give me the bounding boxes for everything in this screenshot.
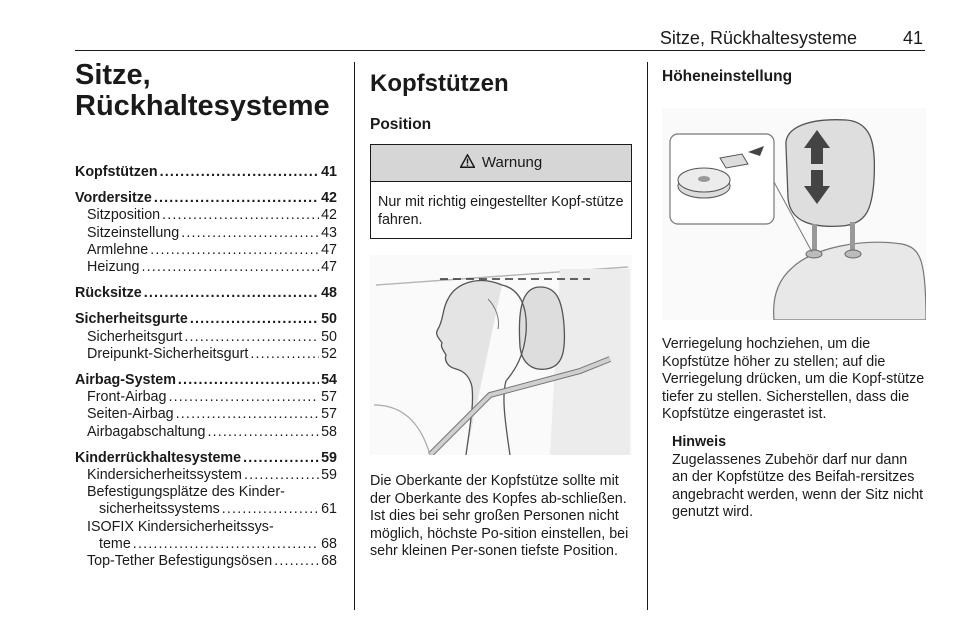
- note-block: [662, 434, 926, 522]
- running-title: Sitze, Rückhaltesysteme: [659, 28, 857, 48]
- toc-entry-sitzposition[interactable]: Sitzposition . . . 42: [75, 207, 337, 224]
- height-adjust-body-text: Verriegelung hochziehen, um die Kopfstütze höher zu stellen; auf die Verriegelung drücken, um die Kopf-stütze tiefer zu stellen. Sicherstellen, dass die Kopfstütze eingerastet ist.: [662, 336, 925, 423]
- toc-entry-top-tether[interactable]: Top-Tether Befestigungsösen . . . 68: [75, 553, 337, 570]
- warning-box: [370, 144, 632, 239]
- subsection-title-height: Höheneinstellung: [662, 68, 793, 85]
- position-body-text: Die Oberkante der Kopfstütze sollte mit der Oberkante des Kopfes ab-schließen. Ist dies bei sehr großen Personen nicht möglich, höchste Po-sition einstellen, bei sehr kleinen Per-sonen tiefste Position.: [370, 473, 629, 560]
- chapter-toc-column: [75, 60, 337, 570]
- toc-entry-sicherheitsgurt[interactable]: Sicherheitsgurt . . . 50: [75, 329, 337, 346]
- toc-entry-kinderrueckhaltesysteme[interactable]: Kinderrückhaltesysteme . . . 59: [75, 450, 337, 467]
- note-text: Zugelassenes Zubehör darf nur dann an der Kopfstütze des Beifah-rersitzes angebracht werden, wenn der Sitz nicht genutzt wird.: [672, 451, 924, 521]
- page-number: 41: [902, 28, 923, 48]
- toc-entry-dreipunkt-sicherheitsgurt[interactable]: Dreipunkt-Sicherheitsgurt . . . 52: [75, 346, 337, 363]
- column-divider-1: [354, 62, 355, 610]
- note-title: Hinweis: [672, 433, 727, 450]
- section-title: Kopfstützen: [370, 70, 509, 97]
- chapter-title: Sitze, Rückhaltesysteme: [75, 59, 330, 122]
- toc-entry-heizung[interactable]: Heizung . . . 47: [75, 259, 337, 276]
- toc-entry-vordersitze[interactable]: Vordersitze . . . 42: [75, 190, 337, 207]
- warning-triangle-icon: [460, 154, 479, 171]
- toc-entry-armlehne[interactable]: Armlehne . . . 47: [75, 242, 337, 259]
- toc-entry-kindersicherheitssystem[interactable]: Kindersicherheitssystem . . . 59: [75, 467, 337, 484]
- table-of-contents: [75, 164, 337, 570]
- toc-entry-isofix[interactable]: ISOFIX Kindersicherheitssys- teme . . . 68: [75, 519, 337, 553]
- toc-entry-front-airbag[interactable]: Front-Airbag . . . 57: [75, 389, 337, 406]
- toc-entry-ruecksitze[interactable]: Rücksitze . . . 48: [75, 285, 337, 302]
- toc-entry-befestigungsplaetze[interactable]: Befestigungsplätze des Kinder- sicherheitssystems . . . 61: [75, 484, 337, 518]
- column-divider-2: [647, 62, 648, 610]
- warning-header: Warnung: [371, 145, 631, 182]
- height-adjust-illustration: [662, 108, 926, 320]
- toc-entry-sicherheitsgurte[interactable]: Sicherheitsgurte . . . 50: [75, 311, 337, 328]
- toc-entry-airbag-system[interactable]: Airbag-System . . . 54: [75, 372, 337, 389]
- headrest-position-illustration: [370, 255, 632, 455]
- warning-text: Nur mit richtig eingestellter Kopf-stütze fahren.: [378, 194, 624, 228]
- toc-entry-airbagabschaltung[interactable]: Airbagabschaltung . . . 58: [75, 424, 337, 441]
- toc-entry-kopfstuetzen[interactable]: Kopfstützen . . . 41: [75, 164, 337, 181]
- page-header: [75, 28, 925, 51]
- section-column: [370, 60, 632, 561]
- toc-entry-seiten-airbag[interactable]: Seiten-Airbag . . . 57: [75, 406, 337, 423]
- toc-entry-sitzeinstellung[interactable]: Sitzeinstellung . . . 43: [75, 225, 337, 242]
- subsection-title-position: Position: [370, 116, 432, 133]
- height-adjust-column: [662, 60, 926, 522]
